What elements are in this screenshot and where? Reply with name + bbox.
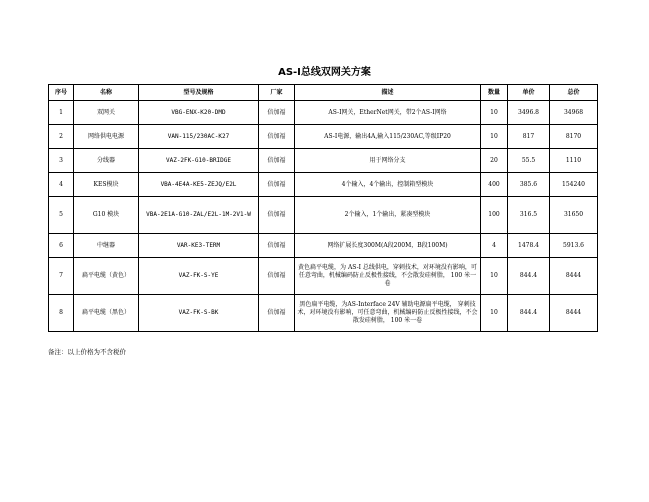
- row-no: 7: [49, 258, 74, 295]
- col-header-qty: 数量: [481, 85, 508, 101]
- row-no: 3: [49, 149, 74, 173]
- row-name: 网络供电电源: [74, 125, 139, 149]
- row-model: VAN-115/230AC-K27: [139, 125, 259, 149]
- header-row: [49, 85, 598, 101]
- table-row: [49, 295, 598, 332]
- row-name: 扁平电缆（黑色）: [74, 295, 139, 332]
- row-model: VAZ-FK-S-BK: [139, 295, 259, 332]
- row-maker: 倍加福: [259, 101, 295, 125]
- row-no: 5: [49, 197, 74, 234]
- row-no: 6: [49, 234, 74, 258]
- table-row: [49, 173, 598, 197]
- row-model: VAR-KE3-TERM: [139, 234, 259, 258]
- row-price: 844.4: [508, 295, 550, 332]
- col-header-model: 型号及规格: [139, 85, 259, 101]
- col-header-desc: 描述: [295, 85, 481, 101]
- row-total: 8444: [550, 295, 598, 332]
- row-model: VBG-ENX-K20-DMD: [139, 101, 259, 125]
- row-price: 55.5: [508, 149, 550, 173]
- row-qty: 10: [481, 101, 508, 125]
- row-model: VAZ-2FK-G10-BRIDGE: [139, 149, 259, 173]
- row-no: 4: [49, 173, 74, 197]
- row-price: 844.4: [508, 258, 550, 295]
- col-header-no: 序号: [49, 85, 74, 101]
- row-desc: 4个输入，4个输出，控制箱型模块: [295, 173, 481, 197]
- row-price: 817: [508, 125, 550, 149]
- row-model: VAZ-FK-S-YE: [139, 258, 259, 295]
- row-desc: 2个输入，1个输出，紧凑型模块: [295, 197, 481, 234]
- row-maker: 倍加福: [259, 197, 295, 234]
- price-note: 备注：以上价格为不含税价: [48, 348, 126, 356]
- row-no: 8: [49, 295, 74, 332]
- row-total: 154240: [550, 173, 598, 197]
- row-maker: 倍加福: [259, 149, 295, 173]
- row-total: 5913.6: [550, 234, 598, 258]
- table-row: [49, 101, 598, 125]
- table-row: [49, 234, 598, 258]
- row-price: 1478.4: [508, 234, 550, 258]
- row-name: 中继器: [74, 234, 139, 258]
- row-qty: 400: [481, 173, 508, 197]
- row-name: 分线器: [74, 149, 139, 173]
- row-price: 385.6: [508, 173, 550, 197]
- row-model: VBA-4E4A-KE5-ZEJQ/E2L: [139, 173, 259, 197]
- col-header-price: 单价: [508, 85, 550, 101]
- col-header-maker: 厂家: [259, 85, 295, 101]
- table-row: [49, 125, 598, 149]
- row-total: 8170: [550, 125, 598, 149]
- row-model: VBA-2E1A-G10-ZAL/E2L-1M-2V1-W: [139, 197, 259, 234]
- row-name: G10 模块: [74, 197, 139, 234]
- row-name: 扁平电缆（黄色）: [74, 258, 139, 295]
- row-maker: 倍加福: [259, 295, 295, 332]
- table-row: [49, 258, 598, 295]
- row-maker: 倍加福: [259, 173, 295, 197]
- row-qty: 4: [481, 234, 508, 258]
- row-desc: AS-I网关，EtherNet网关，带2个AS-I网络: [295, 101, 481, 125]
- row-maker: 倍加福: [259, 125, 295, 149]
- row-desc: 黄色扁平电缆，为 AS-I 总线供电，穿刺技术，对环境没有影响，可任意弯曲，机械编码防止反极性接线，不会散发硅树脂， 100 米一卷: [295, 258, 481, 295]
- row-no: 2: [49, 125, 74, 149]
- row-total: 34968: [550, 101, 598, 125]
- row-desc: AS-I电源，输出4A,输入115/230AC,等级IP20: [295, 125, 481, 149]
- col-header-total: 总价: [550, 85, 598, 101]
- row-desc: 黑色扁平电缆，为AS-Interface 24V 辅助电源扁平电缆， 穿刺技术，对环境没有影响，可任意弯曲，机械编码防止反极性接线，不会散发硅树脂， 100 米一卷: [295, 295, 481, 332]
- row-qty: 10: [481, 125, 508, 149]
- row-price: 316.5: [508, 197, 550, 234]
- row-qty: 100: [481, 197, 508, 234]
- row-total: 31650: [550, 197, 598, 234]
- row-price: 3496.8: [508, 101, 550, 125]
- row-name: 双网关: [74, 101, 139, 125]
- quotation-table: [48, 84, 598, 332]
- row-qty: 20: [481, 149, 508, 173]
- row-total: 1110: [550, 149, 598, 173]
- row-maker: 倍加福: [259, 234, 295, 258]
- row-total: 8444: [550, 258, 598, 295]
- row-name: KES模块: [74, 173, 139, 197]
- row-desc: 用于网络分支: [295, 149, 481, 173]
- row-qty: 10: [481, 295, 508, 332]
- col-header-name: 名称: [74, 85, 139, 101]
- table-row: [49, 149, 598, 173]
- row-qty: 10: [481, 258, 508, 295]
- row-no: 1: [49, 101, 74, 125]
- row-desc: 网络扩展长度300M(A段200M，B段100M): [295, 234, 481, 258]
- document-title: AS-I总线双网关方案: [278, 67, 371, 78]
- table-row: [49, 197, 598, 234]
- row-maker: 倍加福: [259, 258, 295, 295]
